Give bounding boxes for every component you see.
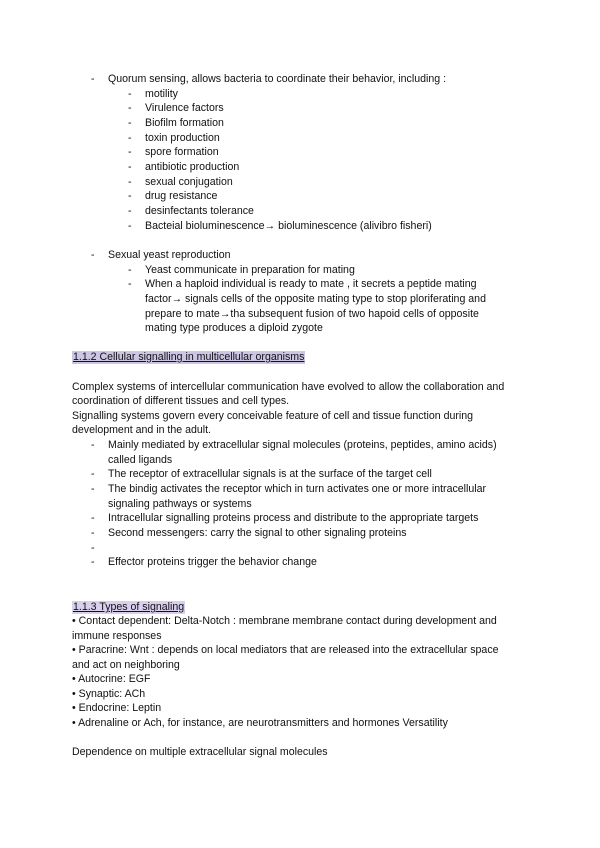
- list-item: Bacteial bioluminescence→ bioluminescence (alivibro fisheri): [145, 220, 432, 232]
- signaling-type-line: • Paracrine: Wnt : depends on local mediators that are released into the extracellular space: [72, 644, 499, 656]
- paragraph-line: Signalling systems govern every conceivable feature of cell and tissue function during: [72, 410, 474, 422]
- bullet-dash: -: [91, 556, 95, 568]
- paragraph-line: coordination of different tissues and cell types.: [72, 395, 290, 407]
- bullet-dash: -: [128, 205, 132, 217]
- list-item-continuation: mating type produces a diploid zygote: [145, 322, 323, 334]
- section-heading-113: 1.1.3 Types of signaling: [73, 601, 185, 613]
- signaling-type-line: • Adrenaline or Ach, for instance, are neurotransmitters and hormones Versatility: [72, 717, 448, 729]
- bullet-dash: -: [91, 527, 95, 539]
- signaling-type-line: • Synaptic: ACh: [72, 688, 146, 700]
- list-item-continuation: called ligands: [108, 454, 173, 466]
- bullet-dash: -: [128, 161, 132, 173]
- signaling-type-line: immune responses: [72, 630, 162, 642]
- bullet-dash: -: [91, 468, 95, 480]
- list-item: Yeast communicate in preparation for mating: [145, 264, 355, 276]
- section-heading-112: 1.1.2 Cellular signalling in multicellular organisms: [73, 351, 305, 363]
- signaling-type-line: • Contact dependent: Delta-Notch : membrane membrane contact during development and: [72, 615, 497, 627]
- list-item: Intracellular signalling proteins process and distribute to the appropriate targets: [108, 512, 479, 524]
- list-item: motility: [145, 88, 178, 100]
- bullet-dash: -: [91, 483, 95, 495]
- bullet-dash: -: [128, 190, 132, 202]
- bullet-dash: -: [128, 220, 132, 232]
- paragraph-line: Complex systems of intercellular communication have evolved to allow the collaboration and: [72, 381, 505, 393]
- list-item: Mainly mediated by extracellular signal molecules (proteins, peptides, amino acids): [108, 439, 497, 451]
- yeast-intro: Sexual yeast reproduction: [108, 249, 231, 261]
- paragraph-line: development and in the adult.: [72, 424, 211, 436]
- list-item: desinfectants tolerance: [145, 205, 254, 217]
- bullet-dash: -: [128, 278, 132, 290]
- bullet-dash: -: [91, 73, 95, 85]
- list-item: Virulence factors: [145, 102, 224, 114]
- list-item: When a haploid individual is ready to mate , it secrets a peptide mating: [145, 278, 477, 290]
- bullet-dash: -: [91, 249, 95, 261]
- list-item: Biofilm formation: [145, 117, 224, 129]
- list-item: The receptor of extracellular signals is at the surface of the target cell: [108, 468, 432, 480]
- bullet-dash: -: [91, 512, 95, 524]
- list-item-continuation: factor→ signals cells of the opposite mating type to stop ploriferating and: [145, 293, 486, 305]
- bullet-dash: -: [91, 439, 95, 451]
- bullet-dash: -: [128, 132, 132, 144]
- list-item: antibiotic production: [145, 161, 240, 173]
- bullet-dash: -: [128, 146, 132, 158]
- list-item-continuation: signaling pathways or systems: [108, 498, 252, 510]
- list-item: sexual conjugation: [145, 176, 233, 188]
- list-item: Second messengers: carry the signal to other signaling proteins: [108, 527, 407, 539]
- list-item-continuation: prepare to mate→tha subsequent fusion of two hapoid cells of opposite: [145, 308, 479, 320]
- bullet-dash: -: [91, 542, 95, 554]
- list-item: Effector proteins trigger the behavior change: [108, 556, 317, 568]
- list-item: The bindig activates the receptor which in turn activates one or more intracellular: [108, 483, 487, 495]
- bullet-dash: -: [128, 117, 132, 129]
- list-item: drug resistance: [145, 190, 218, 202]
- list-item: spore formation: [145, 146, 219, 158]
- signaling-type-line: • Endocrine: Leptin: [72, 702, 162, 714]
- signaling-type-line: and act on neighboring: [72, 659, 180, 671]
- closing-line: Dependence on multiple extracellular signal molecules: [72, 746, 328, 758]
- bullet-dash: -: [128, 102, 132, 114]
- list-item: toxin production: [145, 132, 220, 144]
- bullet-dash: -: [128, 88, 132, 100]
- signaling-type-line: • Autocrine: EGF: [72, 673, 151, 685]
- quorum-intro: Quorum sensing, allows bacteria to coordinate their behavior, including :: [108, 73, 447, 85]
- bullet-dash: -: [128, 176, 132, 188]
- bullet-dash: -: [128, 264, 132, 276]
